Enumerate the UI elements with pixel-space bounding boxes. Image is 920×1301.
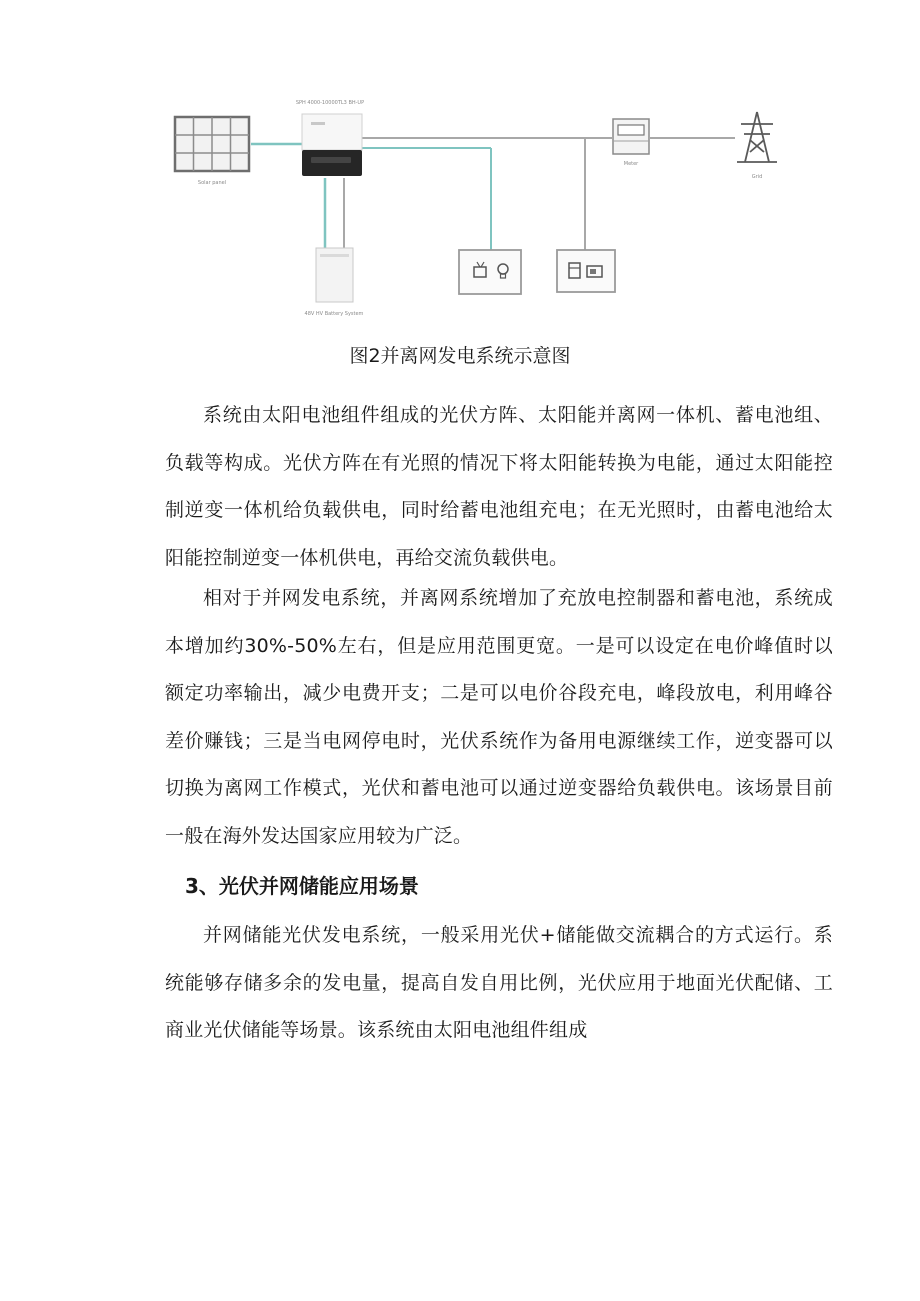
battery-icon	[316, 248, 353, 302]
paragraph-3: 并网储能光伏发电系统，一般采用光伏+储能做交流耦合的方式运行。系统能够存储多余的发电量，提高自发自用比例，光伏应用于地面光伏配储、工商业光伏储能等场景。该系统由太阳电池组件组成	[165, 924, 833, 1042]
inverter-model-label: SPH 4000-10000TL3 BH-UP	[295, 100, 365, 106]
figure-caption: 图2并离网发电系统示意图	[349, 345, 571, 367]
grid-tower-icon	[737, 112, 777, 162]
solar-panel-icon	[175, 117, 249, 171]
meter-icon	[613, 119, 649, 154]
paragraph-1: 系统由太阳电池组件组成的光伏方阵、太阳能并离网一体机、蓄电池组、负载等构成。光伏方阵在有光照的情况下将太阳能转换为电能，通过太阳能控制逆变一体机给负载供电，同时给蓄电池组充电；在无光照时，由蓄电池给太阳能控制逆变一体机供电，再给交流负载供电。	[165, 404, 833, 569]
inverter-icon	[302, 114, 362, 176]
paragraph-2: 相对于并网发电系统，并离网系统增加了充放电控制器和蓄电池，系统成本增加约30%-50%左右，但是应用范围更宽。一是可以设定在电价峰值时以额定功率输出，减少电费开支；二是可以电价谷段充电，峰段放电，利用峰谷差价赚钱；三是当电网停电时，光伏系统作为备用电源继续工作，逆变器可以切换为离网工作模式，光伏和蓄电池可以通过逆变器给负载供电。该场景目前一般在海外发达国家应用较为广泛。	[165, 587, 833, 847]
grid-label: Grid	[751, 174, 763, 180]
battery-label: 48V HV Battery System	[304, 311, 364, 317]
solar-panel-label: Solar panel	[197, 180, 227, 186]
section-heading: 3、光伏并网储能应用场景	[185, 874, 419, 898]
system-diagram	[0, 0, 920, 340]
meter-label: Meter	[623, 161, 639, 167]
backup-load-box	[557, 250, 615, 292]
home-load-box	[459, 250, 521, 294]
